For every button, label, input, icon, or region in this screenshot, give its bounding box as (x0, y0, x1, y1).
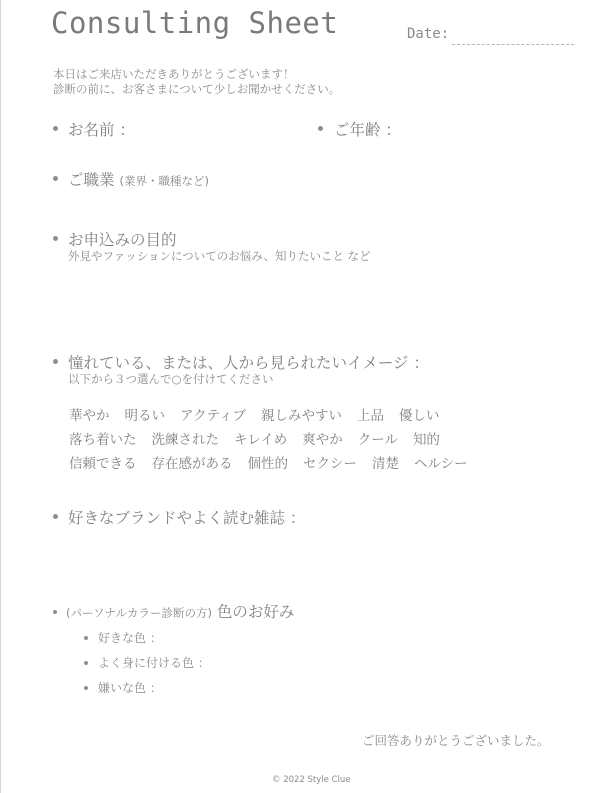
bullet (84, 636, 88, 640)
image-word: キレイめ (234, 432, 288, 448)
image-word: 親しみやすい (261, 408, 343, 424)
occupation-note: (業界・職種など) (119, 174, 209, 188)
bullet (53, 126, 58, 131)
favorite-color-item: 好きな色 ： (98, 631, 162, 645)
image-word: 洗練された (151, 432, 219, 448)
bullet (318, 126, 323, 131)
image-word: 華やか (69, 408, 110, 424)
disliked-color-item: 嫌いな色 ： (98, 681, 162, 695)
image-word: 優しい (399, 408, 440, 424)
page-edge (0, 0, 1, 793)
image-word: 清楚 (372, 456, 399, 472)
bullet (53, 236, 58, 241)
bullet (84, 661, 88, 665)
occupation-label: ご職業 (68, 171, 115, 189)
image-word: アクティブ (180, 408, 247, 424)
image-word: 知的 (412, 432, 440, 448)
bullet (53, 176, 58, 181)
color-question (66, 600, 294, 622)
brands-question: 好きなブランドやよく読む雑誌 ： (68, 509, 306, 527)
often-worn-color-item: よく身に付ける色 ： (98, 656, 210, 670)
thanks-text: ご回答ありがとうございました。 (362, 733, 550, 748)
image-words-row-1 (69, 404, 455, 424)
image-word: 上品 (357, 408, 385, 424)
color-label: 色のお好み (216, 603, 295, 621)
image-word: 明るい (124, 408, 165, 424)
image-words-row-2 (69, 428, 455, 448)
purpose-question: お申込みの目的 (68, 231, 177, 249)
image-word: セクシー (303, 456, 357, 472)
age-question: ご年齢 ： (334, 121, 401, 139)
color-prefix: (パーソナルカラー診断の方) (66, 606, 212, 620)
occupation-question (68, 168, 209, 190)
image-word: 存在感がある (151, 456, 233, 472)
image-word: クール (357, 432, 398, 448)
purpose-note: 外見やファッションについてのお悩み、知りたいこと など (68, 249, 371, 263)
bullet (53, 610, 57, 614)
image-word: ヘルシー (414, 456, 468, 472)
date-label: Date: (407, 26, 450, 42)
page-title: Consulting Sheet (51, 6, 339, 40)
image-word: 個性的 (247, 456, 288, 472)
intro-line-2: 診断の前に、お客さまについて少しお聞かせください。 (53, 82, 341, 96)
image-words-row-3 (69, 452, 483, 472)
bullet (53, 514, 58, 519)
bullet (84, 686, 88, 690)
image-word: 信頼できる (69, 456, 137, 472)
image-note: 以下から３つ選んで○を付けてください (68, 372, 274, 386)
image-word: 爽やか (302, 432, 343, 448)
bullet (53, 359, 58, 364)
image-word: 落ち着いた (69, 432, 137, 448)
name-question: お名前 ： (68, 121, 135, 139)
intro-line-1: 本日はご来店いただきありがとうございます！ (53, 67, 295, 81)
date-field-line (452, 44, 574, 45)
copyright-text: © 2022 Style Clue (272, 775, 351, 785)
image-question: 憧れている、または、人から見られたいイメージ ： (68, 354, 429, 372)
